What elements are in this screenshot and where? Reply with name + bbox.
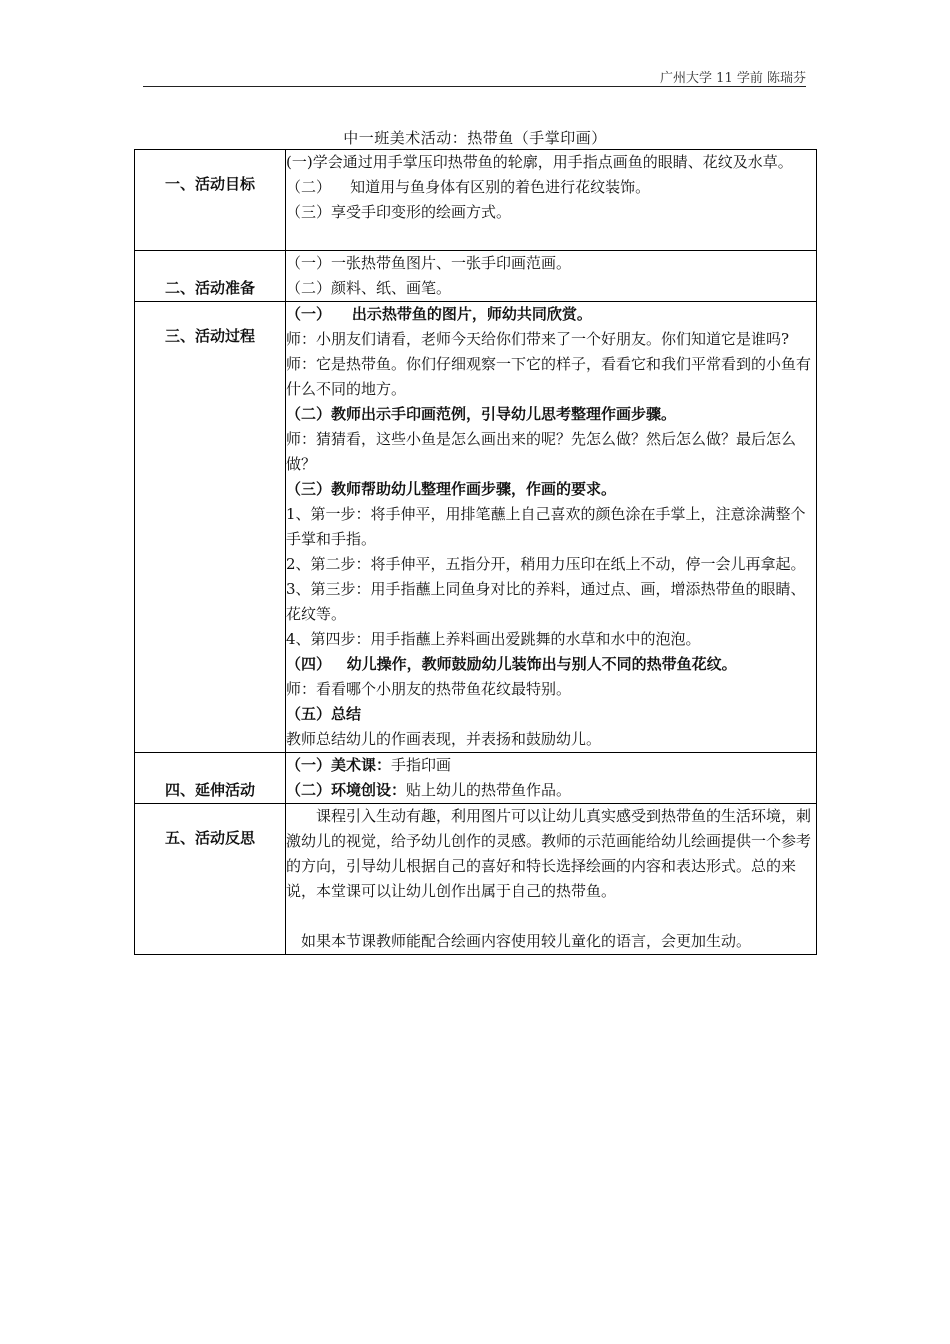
label-process (135, 302, 286, 753)
row-extension (135, 753, 817, 804)
goal-line-3: （三）享受手印变形的绘画方式。 (286, 203, 512, 221)
label-goals (135, 150, 286, 251)
extension-label-text: 四、延伸活动 (164, 781, 255, 799)
page-header-author: 广州大学 11 学前 陈瑞芬 (660, 71, 806, 86)
label-prep (135, 251, 286, 302)
process-step3-item3: 3、第三步：用手指蘸上同鱼身对比的养料，通过点、画，增添热带鱼的眼睛、花纹等。 (286, 580, 806, 623)
content-reflection (286, 804, 817, 955)
extension-line-1-bold: （一）美术课： (286, 756, 392, 774)
extension-line-2-text: 贴上幼儿的热带鱼作品。 (406, 781, 572, 799)
prep-line-1: （一）一张热带鱼图片、一张手印画范画。 (286, 254, 572, 272)
process-step2-text: 师：猜猜看，这些小鱼是怎么画出来的呢？先怎么做？然后怎么做？最后怎么做？ (286, 430, 797, 473)
lesson-plan-table (134, 149, 817, 955)
extension-line-2 (286, 778, 816, 803)
reflection-paragraph-1: 课程引入生动有趣，利用图片可以让幼儿真实感受到热带鱼的生活环境，刺激幼儿的视觉，给予幼儿创作的灵感。教师的示范画能给幼儿绘画提供一个参考的方向，引导幼儿根据自己的喜好和特长选择绘画的内容和表达形式。总的来说，本堂课可以让幼儿创作出属于自己的热带鱼。 (286, 807, 812, 900)
process-step1-text1: 师：小朋友们请看，老师今天给你们带来了一个好朋友。你们知道它是谁吗? (286, 330, 790, 348)
extension-line-1 (286, 753, 816, 778)
process-step5-text: 教师总结幼儿的作画表现，并表扬和鼓励幼儿。 (286, 730, 602, 748)
process-step3-heading: （三）教师帮助幼儿整理作画步骤，作画的要求。 (286, 480, 617, 498)
extension-line-1-text: 手指印画 (391, 756, 452, 774)
process-step3-item4: 4、第四步：用手指蘸上养料画出爱跳舞的水草和水中的泡泡。 (286, 630, 701, 648)
row-prep (135, 251, 817, 302)
content-process (286, 302, 817, 753)
reflection-label-text: 五、活动反思 (164, 829, 255, 847)
prep-line-2: （二）颜料、纸、画笔。 (286, 279, 452, 297)
reflection-spacer (286, 904, 816, 929)
goals-label-text: 一、活动目标 (164, 175, 255, 193)
header-divider (143, 86, 806, 87)
process-step2-heading: （二）教师出示手印画范例，引导幼儿思考整理作画步骤。 (286, 405, 677, 423)
content-goals (286, 150, 817, 251)
process-step3-item1: 1、第一步：将手伸平，用排笔蘸上自己喜欢的颜色涂在手掌上，注意涂满整个手掌和手指。 (286, 505, 806, 548)
process-step1-heading: （一） 出示热带鱼的图片，师幼共同欣赏。 (286, 305, 592, 323)
document-title: 中一班美术活动：热带鱼（手掌印画） (343, 129, 607, 147)
prep-label-text: 二、活动准备 (164, 279, 255, 297)
extension-line-2-bold: （二）环境创设： (286, 781, 407, 799)
label-reflection (135, 804, 286, 955)
reflection-paragraph-2: 如果本节课教师能配合绘画内容使用较儿童化的语言，会更加生动。 (301, 932, 752, 950)
process-step3-item2: 2、第二步：将手伸平，五指分开，稍用力压印在纸上不动，停一会儿再拿起。 (286, 555, 806, 573)
row-reflection (135, 804, 817, 955)
row-process (135, 302, 817, 753)
goal-line-2: （二） 知道用与鱼身体有区别的着色进行花纹装饰。 (286, 178, 651, 196)
process-label-text: 三、活动过程 (164, 327, 255, 345)
content-prep (286, 251, 817, 302)
process-step4-heading: （四） 幼儿操作，教师鼓励幼儿装饰出与别人不同的热带鱼花纹。 (286, 655, 737, 673)
process-step5-heading: （五）总结 (286, 705, 362, 723)
process-step4-text: 师：看看哪个小朋友的热带鱼花纹最特别。 (286, 680, 572, 698)
content-extension (286, 753, 817, 804)
process-step1-text2: 师：它是热带鱼。你们仔细观察一下它的样子，看看它和我们平常看到的小鱼有什么不同的地方。 (286, 355, 812, 398)
label-extension (135, 753, 286, 804)
goal-line-1: (一)学会通过用手掌压印热带鱼的轮廓，用手指点画鱼的眼睛、花纹及水草。 (286, 153, 793, 171)
row-goals (135, 150, 817, 251)
